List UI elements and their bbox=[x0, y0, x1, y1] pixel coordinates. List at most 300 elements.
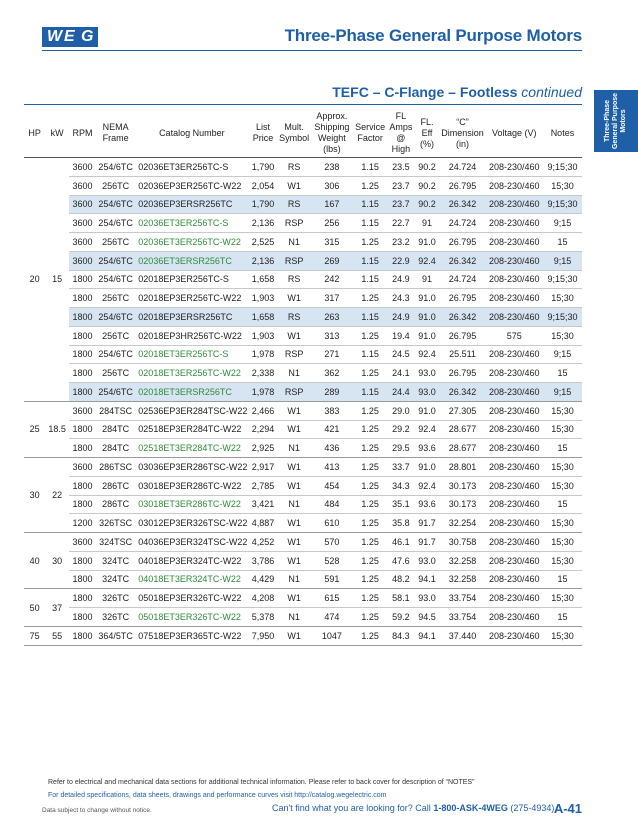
cell-list-price: 3,421 bbox=[248, 495, 277, 514]
cell-fl-amps: 35.1 bbox=[387, 495, 415, 514]
cell-list-price: 1,790 bbox=[248, 195, 277, 214]
cell-notes: 9;15;30 bbox=[543, 158, 582, 177]
cell-voltage: 208-230/460 bbox=[486, 551, 543, 570]
cell-kw: 22 bbox=[45, 458, 69, 533]
cell-rpm: 1800 bbox=[69, 308, 96, 327]
cell-catalog-number: 03018ET3ER286TC-W22 bbox=[135, 495, 248, 514]
cell-catalog-number: 02036ET3ER256TC-S bbox=[135, 158, 248, 177]
col-list-price: List Price bbox=[248, 109, 277, 158]
cell-shipping-weight: 615 bbox=[311, 589, 354, 608]
cell-nema-frame: 286TC bbox=[96, 476, 135, 495]
cell-voltage: 208-230/460 bbox=[486, 364, 543, 383]
cell-nema-frame: 254/6TC bbox=[96, 308, 135, 327]
cell-service-factor: 1.15 bbox=[353, 345, 387, 364]
cell-rpm: 1800 bbox=[69, 270, 96, 289]
cell-service-factor: 1.15 bbox=[353, 195, 387, 214]
cell-rpm: 1800 bbox=[69, 420, 96, 439]
cell-fl-eff: 90.2 bbox=[415, 195, 440, 214]
help-prefix: Can't find what you are looking for? Call bbox=[272, 803, 431, 813]
cell-c-dimension: 32.258 bbox=[439, 551, 485, 570]
cell-service-factor: 1.15 bbox=[353, 383, 387, 402]
cell-catalog-number: 02036EP3ERSR256TC bbox=[135, 195, 248, 214]
cell-list-price: 1,658 bbox=[248, 308, 277, 327]
cell-notes: 15;30 bbox=[543, 326, 582, 345]
cell-shipping-weight: 383 bbox=[311, 401, 354, 420]
cell-c-dimension: 26.795 bbox=[439, 364, 485, 383]
cell-fl-amps: 24.5 bbox=[387, 345, 415, 364]
cell-notes: 15;30 bbox=[543, 176, 582, 195]
cell-voltage: 208-230/460 bbox=[486, 458, 543, 477]
table-row bbox=[24, 551, 582, 570]
cell-nema-frame: 324TC bbox=[96, 551, 135, 570]
cell-shipping-weight: 454 bbox=[311, 476, 354, 495]
cell-mult-symbol: RS bbox=[278, 308, 311, 327]
col-c-dimension: “C” Dimension (in) bbox=[439, 109, 485, 158]
col-catalog-number: Catalog Number bbox=[135, 109, 248, 158]
cell-nema-frame: 256TC bbox=[96, 326, 135, 345]
cell-fl-eff: 94.1 bbox=[415, 570, 440, 589]
cell-shipping-weight: 238 bbox=[311, 158, 354, 177]
cell-shipping-weight: 484 bbox=[311, 495, 354, 514]
table-row bbox=[24, 289, 582, 308]
cell-fl-amps: 23.7 bbox=[387, 176, 415, 195]
cell-rpm: 3600 bbox=[69, 214, 96, 233]
table-row bbox=[24, 458, 582, 477]
cell-fl-eff: 93.6 bbox=[415, 439, 440, 458]
cell-fl-amps: 23.7 bbox=[387, 195, 415, 214]
cell-fl-eff: 92.4 bbox=[415, 476, 440, 495]
cell-fl-eff: 91 bbox=[415, 214, 440, 233]
cell-service-factor: 1.25 bbox=[353, 570, 387, 589]
col-kw: kW bbox=[45, 109, 69, 158]
cell-nema-frame: 256TC bbox=[96, 289, 135, 308]
cell-c-dimension: 30.173 bbox=[439, 495, 485, 514]
cell-notes: 9;15;30 bbox=[543, 195, 582, 214]
cell-shipping-weight: 570 bbox=[311, 533, 354, 552]
cell-fl-eff: 93.6 bbox=[415, 495, 440, 514]
cell-nema-frame: 286TSC bbox=[96, 458, 135, 477]
table-row bbox=[24, 589, 582, 608]
cell-hp: 75 bbox=[24, 626, 45, 645]
cell-mult-symbol: W1 bbox=[278, 476, 311, 495]
cell-c-dimension: 32.258 bbox=[439, 570, 485, 589]
cell-kw: 55 bbox=[45, 626, 69, 645]
cell-fl-amps: 46.1 bbox=[387, 533, 415, 552]
table-header-row bbox=[24, 109, 582, 158]
cell-voltage: 208-230/460 bbox=[486, 308, 543, 327]
cell-notes: 15 bbox=[543, 570, 582, 589]
cell-shipping-weight: 421 bbox=[311, 420, 354, 439]
table-row bbox=[24, 420, 582, 439]
cell-voltage: 208-230/460 bbox=[486, 176, 543, 195]
cell-c-dimension: 27.305 bbox=[439, 401, 485, 420]
cell-voltage: 208-230/460 bbox=[486, 589, 543, 608]
cell-shipping-weight: 269 bbox=[311, 251, 354, 270]
cell-shipping-weight: 413 bbox=[311, 458, 354, 477]
cell-notes: 15;30 bbox=[543, 533, 582, 552]
cell-shipping-weight: 263 bbox=[311, 308, 354, 327]
weg-logo bbox=[42, 27, 98, 47]
cell-fl-amps: 59.2 bbox=[387, 608, 415, 627]
col-service-factor: Service Factor bbox=[353, 109, 387, 158]
cell-fl-amps: 35.8 bbox=[387, 514, 415, 533]
cell-fl-amps: 19.4 bbox=[387, 326, 415, 345]
cell-mult-symbol: W1 bbox=[278, 589, 311, 608]
cell-c-dimension: 24.724 bbox=[439, 214, 485, 233]
cell-list-price: 2,785 bbox=[248, 476, 277, 495]
cell-fl-amps: 47.6 bbox=[387, 551, 415, 570]
cell-rpm: 1800 bbox=[69, 364, 96, 383]
cell-fl-amps: 58.1 bbox=[387, 589, 415, 608]
cell-fl-eff: 91.0 bbox=[415, 289, 440, 308]
table-body bbox=[24, 158, 582, 646]
table-row bbox=[24, 270, 582, 289]
col-voltage: Voltage (V) bbox=[486, 109, 543, 158]
table-row bbox=[24, 308, 582, 327]
footer-catalog-link[interactable]: For detailed specifications, data sheets, drawings and performance curves visit http://catalog.wegelectric.com bbox=[48, 792, 387, 799]
footer-disclaimer: Data subject to change without notice. bbox=[42, 807, 152, 814]
cell-nema-frame: 254/6TC bbox=[96, 158, 135, 177]
section-subtitle bbox=[332, 84, 582, 100]
cell-c-dimension: 28.677 bbox=[439, 439, 485, 458]
cell-notes: 15;30 bbox=[543, 420, 582, 439]
cell-nema-frame: 326TC bbox=[96, 589, 135, 608]
cell-service-factor: 1.25 bbox=[353, 626, 387, 645]
cell-service-factor: 1.25 bbox=[353, 176, 387, 195]
table-row bbox=[24, 401, 582, 420]
cell-list-price: 2,338 bbox=[248, 364, 277, 383]
cell-mult-symbol: W1 bbox=[278, 533, 311, 552]
cell-c-dimension: 26.342 bbox=[439, 251, 485, 270]
cell-notes: 15;30 bbox=[543, 476, 582, 495]
cell-list-price: 3,786 bbox=[248, 551, 277, 570]
cell-shipping-weight: 306 bbox=[311, 176, 354, 195]
cell-service-factor: 1.25 bbox=[353, 476, 387, 495]
cell-shipping-weight: 528 bbox=[311, 551, 354, 570]
cell-voltage: 208-230/460 bbox=[486, 626, 543, 645]
cell-service-factor: 1.15 bbox=[353, 270, 387, 289]
cell-notes: 9;15 bbox=[543, 214, 582, 233]
cell-shipping-weight: 289 bbox=[311, 383, 354, 402]
cell-fl-amps: 33.7 bbox=[387, 458, 415, 477]
cell-fl-eff: 92.4 bbox=[415, 251, 440, 270]
cell-fl-amps: 24.4 bbox=[387, 383, 415, 402]
cell-mult-symbol: W1 bbox=[278, 551, 311, 570]
cell-rpm: 1800 bbox=[69, 383, 96, 402]
cell-c-dimension: 37.440 bbox=[439, 626, 485, 645]
cell-mult-symbol: N1 bbox=[278, 439, 311, 458]
cell-mult-symbol: RSP bbox=[278, 345, 311, 364]
cell-shipping-weight: 317 bbox=[311, 289, 354, 308]
cell-fl-amps: 84.3 bbox=[387, 626, 415, 645]
cell-hp: 20 bbox=[24, 158, 45, 402]
cell-rpm: 1800 bbox=[69, 476, 96, 495]
cell-nema-frame: 254/6TC bbox=[96, 383, 135, 402]
cell-mult-symbol: RS bbox=[278, 195, 311, 214]
table-row bbox=[24, 626, 582, 645]
cell-c-dimension: 26.795 bbox=[439, 326, 485, 345]
cell-service-factor: 1.15 bbox=[353, 158, 387, 177]
cell-nema-frame: 254/6TC bbox=[96, 270, 135, 289]
cell-mult-symbol: RSP bbox=[278, 214, 311, 233]
cell-notes: 15 bbox=[543, 608, 582, 627]
cell-list-price: 2,054 bbox=[248, 176, 277, 195]
cell-notes: 15;30 bbox=[543, 589, 582, 608]
cell-rpm: 3600 bbox=[69, 533, 96, 552]
cell-list-price: 1,978 bbox=[248, 383, 277, 402]
cell-catalog-number: 04036EP3ER324TSC-W22 bbox=[135, 533, 248, 552]
cell-mult-symbol: W1 bbox=[278, 420, 311, 439]
cell-list-price: 1,978 bbox=[248, 345, 277, 364]
cell-c-dimension: 26.342 bbox=[439, 383, 485, 402]
cell-nema-frame: 256TC bbox=[96, 176, 135, 195]
cell-list-price: 4,887 bbox=[248, 514, 277, 533]
cell-voltage: 208-230/460 bbox=[486, 195, 543, 214]
cell-catalog-number: 02018ET3ERSR256TC bbox=[135, 383, 248, 402]
cell-fl-amps: 29.2 bbox=[387, 420, 415, 439]
cell-voltage: 208-230/460 bbox=[486, 570, 543, 589]
cell-mult-symbol: RSP bbox=[278, 251, 311, 270]
cell-hp: 25 bbox=[24, 401, 45, 457]
cell-nema-frame: 286TC bbox=[96, 495, 135, 514]
help-phone[interactable]: 1-800-ASK-4WEG bbox=[433, 803, 508, 813]
cell-shipping-weight: 242 bbox=[311, 270, 354, 289]
cell-list-price: 1,903 bbox=[248, 289, 277, 308]
col-nema-frame: NEMA Frame bbox=[96, 109, 135, 158]
col-fl-amps: FL Amps @ High bbox=[387, 109, 415, 158]
cell-mult-symbol: RSP bbox=[278, 383, 311, 402]
cell-mult-symbol: W1 bbox=[278, 458, 311, 477]
motor-table bbox=[24, 109, 582, 646]
cell-voltage: 208-230/460 bbox=[486, 608, 543, 627]
col-notes: Notes bbox=[543, 109, 582, 158]
cell-fl-eff: 91.7 bbox=[415, 514, 440, 533]
subtitle-text: TEFC – C-Flange – Footless bbox=[332, 84, 518, 100]
cell-mult-symbol: W1 bbox=[278, 626, 311, 645]
cell-catalog-number: 07518EP3ER365TC-W22 bbox=[135, 626, 248, 645]
cell-notes: 9;15 bbox=[543, 345, 582, 364]
cell-notes: 15;30 bbox=[543, 551, 582, 570]
cell-catalog-number: 03036EP3ER286TSC-W22 bbox=[135, 458, 248, 477]
cell-list-price: 2,466 bbox=[248, 401, 277, 420]
cell-nema-frame: 256TC bbox=[96, 364, 135, 383]
cell-catalog-number: 04018ET3ER324TC-W22 bbox=[135, 570, 248, 589]
cell-c-dimension: 26.795 bbox=[439, 176, 485, 195]
col-hp: HP bbox=[24, 109, 45, 158]
cell-fl-eff: 93.0 bbox=[415, 589, 440, 608]
cell-shipping-weight: 474 bbox=[311, 608, 354, 627]
cell-service-factor: 1.25 bbox=[353, 533, 387, 552]
cell-c-dimension: 30.758 bbox=[439, 533, 485, 552]
cell-voltage: 208-230/460 bbox=[486, 439, 543, 458]
cell-hp: 40 bbox=[24, 533, 45, 589]
cell-list-price: 2,294 bbox=[248, 420, 277, 439]
cell-fl-eff: 91.0 bbox=[415, 308, 440, 327]
cell-service-factor: 1.25 bbox=[353, 514, 387, 533]
cell-c-dimension: 25.511 bbox=[439, 345, 485, 364]
cell-fl-amps: 34.3 bbox=[387, 476, 415, 495]
col-rpm: RPM bbox=[69, 109, 96, 158]
cell-fl-amps: 24.3 bbox=[387, 289, 415, 308]
cell-notes: 9;15;30 bbox=[543, 308, 582, 327]
cell-mult-symbol: RS bbox=[278, 270, 311, 289]
cell-list-price: 4,429 bbox=[248, 570, 277, 589]
cell-fl-amps: 22.7 bbox=[387, 214, 415, 233]
side-tab-label: Three-Phase General Purpose Motors bbox=[604, 92, 627, 150]
cell-fl-eff: 91 bbox=[415, 270, 440, 289]
cell-catalog-number: 03012EP3ER326TSC-W22 bbox=[135, 514, 248, 533]
cell-list-price: 5,378 bbox=[248, 608, 277, 627]
cell-c-dimension: 26.795 bbox=[439, 289, 485, 308]
cell-voltage: 208-230/460 bbox=[486, 233, 543, 252]
cell-kw: 30 bbox=[45, 533, 69, 589]
cell-fl-eff: 91.0 bbox=[415, 401, 440, 420]
cell-notes: 15;30 bbox=[543, 626, 582, 645]
logo-letter: W bbox=[47, 28, 63, 45]
cell-catalog-number: 05018ET3ER326TC-W22 bbox=[135, 608, 248, 627]
cell-shipping-weight: 315 bbox=[311, 233, 354, 252]
subtitle-continued: continued bbox=[521, 84, 582, 100]
cell-shipping-weight: 271 bbox=[311, 345, 354, 364]
cell-catalog-number: 02018EP3ER256TC-S bbox=[135, 270, 248, 289]
cell-nema-frame: 324TC bbox=[96, 570, 135, 589]
cell-kw: 15 bbox=[45, 158, 69, 402]
cell-mult-symbol: N1 bbox=[278, 364, 311, 383]
cell-catalog-number: 02036EP3ER256TC-W22 bbox=[135, 176, 248, 195]
cell-list-price: 1,903 bbox=[248, 326, 277, 345]
cell-list-price: 2,136 bbox=[248, 214, 277, 233]
cell-fl-eff: 93.0 bbox=[415, 364, 440, 383]
cell-rpm: 3600 bbox=[69, 233, 96, 252]
cell-service-factor: 1.25 bbox=[353, 608, 387, 627]
cell-service-factor: 1.25 bbox=[353, 439, 387, 458]
table-row bbox=[24, 514, 582, 533]
cell-service-factor: 1.25 bbox=[353, 289, 387, 308]
cell-c-dimension: 26.795 bbox=[439, 233, 485, 252]
cell-mult-symbol: N1 bbox=[278, 608, 311, 627]
cell-service-factor: 1.25 bbox=[353, 551, 387, 570]
cell-voltage: 208-230/460 bbox=[486, 514, 543, 533]
cell-nema-frame: 326TSC bbox=[96, 514, 135, 533]
cell-rpm: 1800 bbox=[69, 551, 96, 570]
page-number: A-41 bbox=[553, 801, 582, 816]
cell-rpm: 3600 bbox=[69, 176, 96, 195]
cell-fl-amps: 22.9 bbox=[387, 251, 415, 270]
cell-voltage: 208-230/460 bbox=[486, 158, 543, 177]
logo-letter: G bbox=[81, 28, 94, 45]
cell-hp: 30 bbox=[24, 458, 45, 533]
cell-shipping-weight: 313 bbox=[311, 326, 354, 345]
cell-nema-frame: 284TC bbox=[96, 420, 135, 439]
cell-catalog-number: 02018EP3ER256TC-W22 bbox=[135, 289, 248, 308]
cell-fl-amps: 23.5 bbox=[387, 158, 415, 177]
cell-fl-amps: 29.5 bbox=[387, 439, 415, 458]
cell-mult-symbol: W1 bbox=[278, 326, 311, 345]
side-tab[interactable] bbox=[594, 90, 638, 152]
col-mult-symbol: Mult. Symbol bbox=[278, 109, 311, 158]
table-row bbox=[24, 383, 582, 402]
cell-service-factor: 1.25 bbox=[353, 364, 387, 383]
cell-voltage: 208-230/460 bbox=[486, 476, 543, 495]
cell-catalog-number: 02036ET3ERSR256TC bbox=[135, 251, 248, 270]
page-title: Three-Phase General Purpose Motors bbox=[284, 26, 582, 45]
table-row bbox=[24, 439, 582, 458]
cell-c-dimension: 28.801 bbox=[439, 458, 485, 477]
cell-list-price: 4,252 bbox=[248, 533, 277, 552]
cell-c-dimension: 32.254 bbox=[439, 514, 485, 533]
cell-voltage: 208-230/460 bbox=[486, 495, 543, 514]
cell-shipping-weight: 256 bbox=[311, 214, 354, 233]
cell-fl-eff: 93.0 bbox=[415, 551, 440, 570]
cell-list-price: 4,208 bbox=[248, 589, 277, 608]
cell-catalog-number: 02018EP3HR256TC-W22 bbox=[135, 326, 248, 345]
cell-rpm: 3600 bbox=[69, 458, 96, 477]
cell-fl-amps: 24.9 bbox=[387, 270, 415, 289]
cell-nema-frame: 284TSC bbox=[96, 401, 135, 420]
cell-fl-eff: 94.1 bbox=[415, 626, 440, 645]
cell-fl-amps: 29.0 bbox=[387, 401, 415, 420]
cell-service-factor: 1.25 bbox=[353, 589, 387, 608]
col-fl-eff: FL. Eff (%) bbox=[415, 109, 440, 158]
cell-shipping-weight: 167 bbox=[311, 195, 354, 214]
cell-rpm: 1800 bbox=[69, 495, 96, 514]
cell-catalog-number: 02018ET3ER256TC-S bbox=[135, 345, 248, 364]
cell-catalog-number: 03018EP3ER286TC-W22 bbox=[135, 476, 248, 495]
cell-voltage: 208-230/460 bbox=[486, 420, 543, 439]
cell-voltage: 208-230/460 bbox=[486, 214, 543, 233]
cell-fl-eff: 92.4 bbox=[415, 345, 440, 364]
cell-shipping-weight: 436 bbox=[311, 439, 354, 458]
cell-notes: 15;30 bbox=[543, 458, 582, 477]
cell-nema-frame: 254/6TC bbox=[96, 214, 135, 233]
cell-service-factor: 1.25 bbox=[353, 326, 387, 345]
subtitle-rule bbox=[24, 104, 582, 105]
cell-fl-eff: 90.2 bbox=[415, 158, 440, 177]
cell-fl-eff: 91.7 bbox=[415, 533, 440, 552]
cell-nema-frame: 324TSC bbox=[96, 533, 135, 552]
cell-c-dimension: 33.754 bbox=[439, 608, 485, 627]
cell-c-dimension: 24.724 bbox=[439, 158, 485, 177]
cell-catalog-number: 02518EP3ER284TC-W22 bbox=[135, 420, 248, 439]
cell-notes: 15 bbox=[543, 439, 582, 458]
cell-nema-frame: 256TC bbox=[96, 233, 135, 252]
cell-c-dimension: 28.677 bbox=[439, 420, 485, 439]
cell-voltage: 208-230/460 bbox=[486, 251, 543, 270]
cell-catalog-number: 02518ET3ER284TC-W22 bbox=[135, 439, 248, 458]
cell-service-factor: 1.15 bbox=[353, 308, 387, 327]
cell-list-price: 7,950 bbox=[248, 626, 277, 645]
cell-kw: 18.5 bbox=[45, 401, 69, 457]
cell-shipping-weight: 610 bbox=[311, 514, 354, 533]
cell-rpm: 3600 bbox=[69, 251, 96, 270]
cell-catalog-number: 02018ET3ER256TC-W22 bbox=[135, 364, 248, 383]
cell-service-factor: 1.25 bbox=[353, 495, 387, 514]
cell-fl-amps: 23.2 bbox=[387, 233, 415, 252]
cell-rpm: 3600 bbox=[69, 158, 96, 177]
col-shipping-weight: Approx. Shipping Weight (lbs) bbox=[311, 109, 354, 158]
cell-catalog-number: 02036ET3ER256TC-S bbox=[135, 214, 248, 233]
cell-nema-frame: 326TC bbox=[96, 608, 135, 627]
cell-mult-symbol: W1 bbox=[278, 289, 311, 308]
cell-notes: 15;30 bbox=[543, 401, 582, 420]
cell-notes: 15 bbox=[543, 364, 582, 383]
table-row bbox=[24, 495, 582, 514]
cell-fl-amps: 48.2 bbox=[387, 570, 415, 589]
cell-catalog-number: 02536EP3ER284TSC-W22 bbox=[135, 401, 248, 420]
table-row bbox=[24, 345, 582, 364]
cell-fl-eff: 94.5 bbox=[415, 608, 440, 627]
cell-list-price: 2,925 bbox=[248, 439, 277, 458]
